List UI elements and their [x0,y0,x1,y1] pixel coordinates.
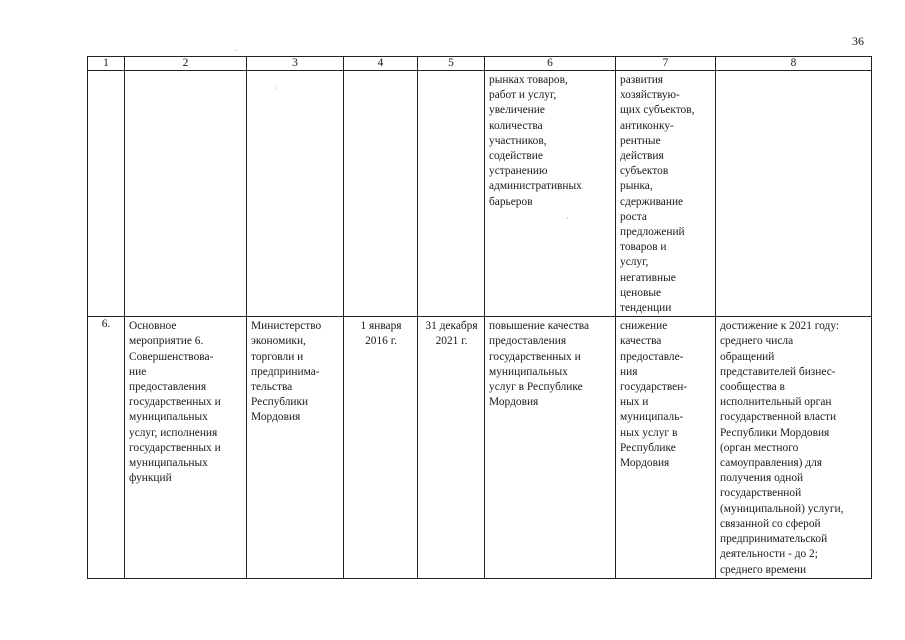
scan-speck: · [274,84,277,93]
text-line: функций [129,472,172,485]
continued-row [88,71,872,317]
continued-cell-1 [88,71,125,317]
text-line: услуг, исполнения [129,426,218,439]
text-line: развития [620,74,664,86]
end-date [418,317,484,349]
text-line: (орган местного [720,441,799,454]
text-line: снижение [620,320,668,333]
text-line: государствен- [620,381,688,394]
expected-result-cell [485,317,616,578]
text-line: увеличение [489,104,545,117]
text-line: Республики Мордовия [720,426,830,439]
text-line: Совершенствова- [129,350,214,363]
continued-cell-consequences [616,71,716,317]
continued-cell-4 [344,71,418,317]
indicators-cell [716,317,872,578]
text-line: предоставления [129,381,207,394]
text-line: Республики [251,396,309,409]
text-line: антиконку- [620,119,674,132]
text-line: государственных и [129,441,221,454]
text-line: роста [620,210,647,223]
text-line: Основное [129,320,177,333]
text-line: связанной со сферой [720,517,821,530]
text-line: Мордовия [251,411,301,424]
text-line: административных [489,180,582,193]
start-date-cell [344,317,418,578]
text-line: самоуправления) для [720,457,823,470]
expected-result [485,317,615,410]
text-line: действия [620,150,664,163]
text-line: обращений [720,350,775,363]
text-line: среднего числа [720,335,794,348]
header-cell-1: 1 [88,57,125,71]
consequences-cell [616,317,716,578]
text-line: услуг в Республике [489,381,583,394]
non-implementation-consequences [616,317,715,471]
text-line: (муниципальной) услуги, [720,502,844,515]
text-line: ных услуг в [620,426,678,439]
text-line: рынка, [620,180,653,193]
header-cell-3: 3 [247,57,344,71]
text-line: устранению [489,165,548,178]
header-cell-5: 5 [418,57,485,71]
text-line: ных и [620,396,649,409]
measure-name [125,317,246,486]
responsible-executor [247,317,343,425]
continued-consequences-text [616,71,715,316]
text-line: ния [620,365,638,378]
text-line: 2021 г. [435,335,468,348]
text-line: муниципаль- [620,411,684,424]
text-line: сообщества в [720,381,785,394]
text-line: хозяйствую- [620,89,680,102]
text-line: 31 декабря [425,320,478,333]
text-line: услуг, [620,256,649,269]
text-line: торговли и [251,350,304,363]
text-line: государственной власти [720,411,837,424]
text-line: повышение качества [489,320,590,333]
text-line: достижение к 2021 году: [720,320,840,333]
table-row [88,317,872,578]
text-line: рынках товаров, [489,74,568,86]
text-line: предпринима- [251,365,320,378]
text-line: сдерживание [620,195,684,208]
text-line: предложений [620,226,685,239]
text-line: государственной [720,487,802,500]
continued-result-text [485,71,615,210]
scan-speck: · [235,46,238,55]
text-line: участников, [489,134,547,147]
page-number: 36 [852,34,864,48]
text-line: Республике [620,441,676,454]
text-line: государственных и [489,350,581,363]
target-indicators [716,317,871,577]
header-cell-4: 4 [344,57,418,71]
text-line: качества [620,335,662,348]
text-line: негативные [620,271,676,284]
text-line: экономики, [251,335,306,348]
text-line: рентные [620,134,661,147]
text-line: получения одной [720,472,804,485]
text-line: муниципальных [489,365,568,378]
text-line: среднего времени [720,563,807,576]
column-number-row [88,57,872,71]
text-line: 1 января [360,320,402,333]
text-line: предпринимательской [720,533,828,546]
header-cell-8: 8 [716,57,872,71]
continued-cell-3 [247,71,344,317]
text-line: деятельности - до 2; [720,548,818,561]
text-line: барьеров [489,195,533,208]
header-cell-6: 6 [485,57,616,71]
start-date [344,317,417,349]
text-line: работ и услуг, [489,89,557,102]
text-line: мероприятие 6. [129,335,204,348]
text-line: Министерство [251,320,322,333]
text-line: субъектов [620,165,669,178]
measure-name-cell [125,317,247,578]
end-date-cell [418,317,485,578]
text-line: представителей бизнес- [720,365,836,378]
measures-table [87,56,872,579]
continued-cell-5 [418,71,485,317]
text-line: товаров и [620,241,667,254]
header-cell-7: 7 [616,57,716,71]
text-line: количества [489,119,543,132]
continued-cell-2 [125,71,247,317]
continued-cell-8 [716,71,872,317]
text-line: исполнительный орган [720,396,832,409]
text-line: предоставле- [620,350,684,363]
text-line: предоставления [489,335,567,348]
text-line: Мордовия [620,457,670,470]
text-line: государственных и [129,396,221,409]
text-line: муниципальных [129,457,208,470]
text-line: содействие [489,150,543,163]
continued-cell-expected-result [485,71,616,317]
text-line: 2016 г. [365,335,397,348]
text-line: щих субъектов, [620,104,695,117]
text-line: Мордовия [489,396,539,409]
executor-cell [247,317,344,578]
row-number: 6. [88,317,125,578]
text-line: муниципальных [129,411,208,424]
text-line: тельства [251,381,293,394]
header-cell-2: 2 [125,57,247,71]
scan-speck: · [566,214,569,223]
text-line: ние [129,365,147,378]
text-line: тенденции [620,302,672,315]
text-line: ценовые [620,286,662,299]
